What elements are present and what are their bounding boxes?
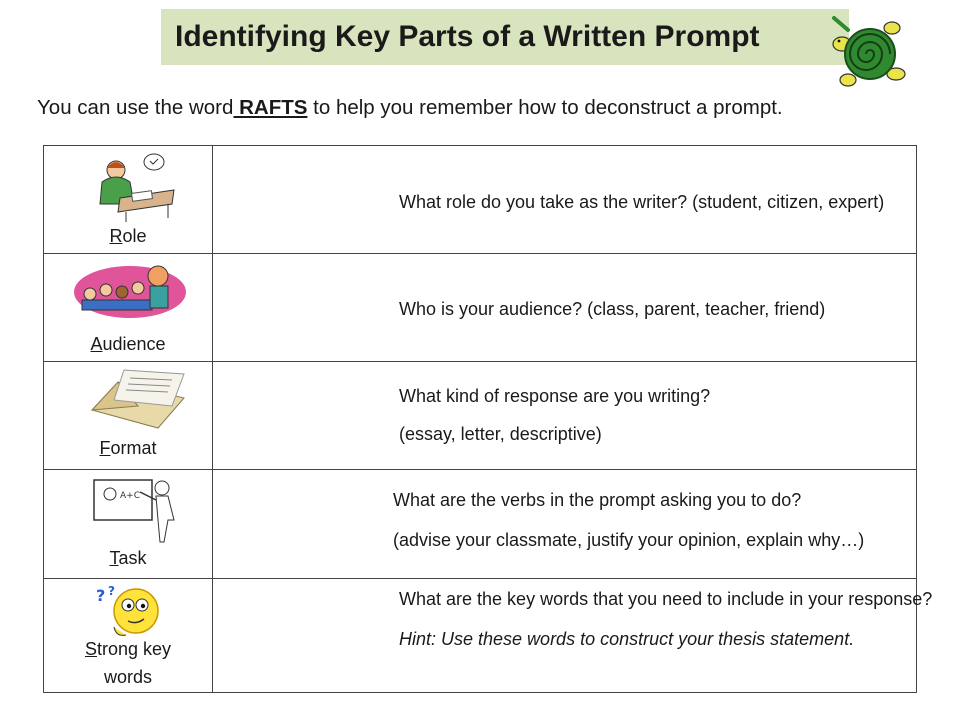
role-description	[213, 146, 917, 254]
thesis-hint: Hint: Use these words to construct your thesis statement.	[399, 629, 855, 649]
rafts-keyword: RAFTS	[233, 96, 308, 119]
task-label: Task	[109, 548, 147, 568]
intro-sentence	[37, 96, 783, 120]
turtle-icon	[830, 14, 916, 92]
table-row-task	[44, 470, 917, 579]
intro-after: to help you remember how to deconstruct a prompt.	[307, 96, 783, 119]
role-icon-cell	[44, 146, 213, 254]
format-description	[213, 362, 917, 470]
strong-key-words-description	[213, 579, 933, 693]
audience-icon	[72, 258, 188, 322]
audience-description	[213, 254, 917, 362]
key-words-question: What are the key words that you need to include in your response?	[399, 589, 933, 609]
role-label: Role	[109, 226, 147, 246]
audience-question: Who is your audience? (class, parent, teacher, friend)	[399, 299, 826, 319]
task-examples: (advise your classmate, justify your opinion, explain why…)	[393, 530, 865, 550]
format-examples: (essay, letter, descriptive)	[399, 424, 602, 444]
task-description	[213, 470, 917, 579]
thinking-face-icon	[92, 583, 166, 639]
svg-text:A+C: A+C	[120, 491, 140, 501]
table-row-strong-key-words	[44, 579, 917, 693]
strong-key-words-icon-cell	[44, 579, 213, 693]
role-question: What role do you take as the writer? (student, citizen, expert)	[399, 192, 885, 212]
svg-text:?: ?	[108, 584, 115, 598]
svg-text:?: ?	[96, 586, 106, 605]
audience-label: Audience	[90, 334, 166, 354]
letter-envelope-icon	[88, 366, 188, 432]
task-question: What are the verbs in the prompt asking you to do?	[393, 490, 802, 510]
table-row-format	[44, 362, 917, 470]
format-label: Format	[99, 438, 157, 458]
format-question: What kind of response are you writing?	[399, 386, 711, 406]
writer-at-desk-icon	[92, 152, 176, 222]
strong-key-words-label: Strong key words	[84, 639, 172, 687]
table-row-audience	[44, 254, 917, 362]
intro-before: You can use the word	[37, 96, 234, 119]
table-row-role	[44, 146, 917, 254]
task-icon-cell	[44, 470, 213, 579]
audience-icon-cell	[44, 254, 213, 362]
page-title: Identifying Key Parts of a Written Prompt	[175, 20, 760, 53]
title-banner	[161, 9, 849, 65]
rafts-table	[43, 145, 933, 693]
format-icon-cell	[44, 362, 213, 470]
teacher-at-board-icon	[92, 474, 188, 544]
